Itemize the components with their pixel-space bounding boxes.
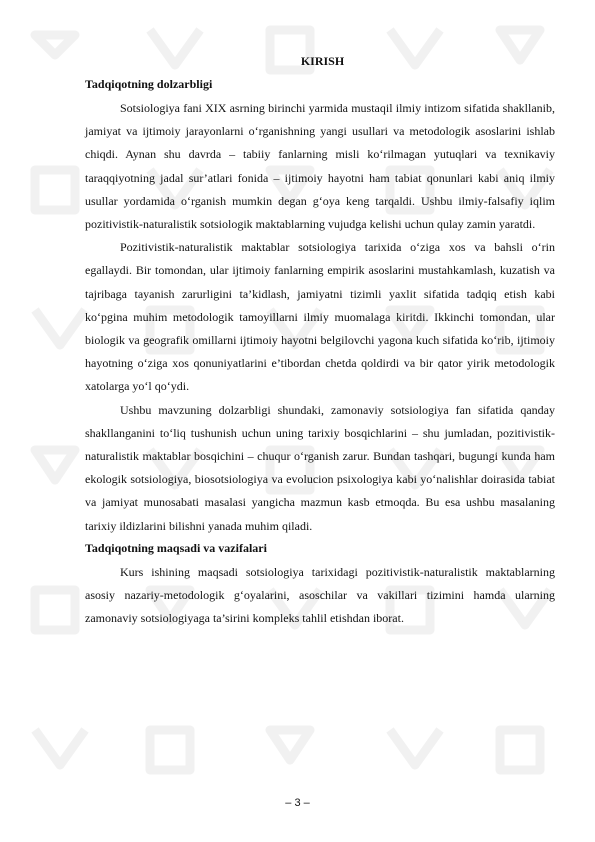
page-number: – 3 – bbox=[285, 797, 310, 809]
paragraph: Kurs ishining maqsadi sotsiologiya tarixidagi pozitivistik-naturalistik maktablarning asosiy nazariy-metodologik g‘oyalarini, asoschilar va vakillari tizimini hamda ularning zamonaviy sotsiologiyaga ta’sirini kompleks tahlil etishdan iborat. bbox=[85, 564, 555, 626]
section-heading-relevance: Tadqiqotning dolzarbligi bbox=[85, 77, 213, 91]
document-title: KIRISH bbox=[300, 54, 345, 68]
document-page bbox=[85, 54, 555, 630]
paragraph: Sotsiologiya fani XIX asrning birinchi yarmida mustaqil ilmiy intizom sifatida shakllanib, jamiyat va ijtimoiy jarayonlarni o‘rganishning yangi usullari va metodologik asoslarini ishlab chiqdi. Aynan shu davrda – tabiiy fanlarning misli ko‘rilmagan yutuqlari va texnikaviy taraqqiyotning jadal sur’atlari fonida – ijtimoiy hayotni ham tabiat qonunlari kabi aniq ilmiy usullar yordamida o‘rganish mumkin degan g‘oya keng tarqaldi. Ushbu ilmiy-falsafiy iqlim pozitivistik-naturalistik sotsiologik maktablarning vujudga kelishi uchun qulay zamin yaratdi. bbox=[85, 101, 555, 232]
paragraph: Pozitivistik-naturalistik maktablar sotsiologiya tarixida o‘ziga xos va bahsli o‘rin egallaydi. Bir tomondan, ular ijtimoiy fanlarning empirik asoslarini mustahkamlash, kuzatish va tajribaga tayanish zarurligini ta’kidlash, jamiyatni tizimli yaxlit sifatida tadqiq etish kabi ko‘pgina muhim metodologik tamoyillarni ilmiy muomalaga kiritdi. Ikkinchi tomondan, ular biologik va geografik omillarni ijtimoiy hayotni belgilovchi yagona kuch sifatida ko‘rib, ijtimoiy hayotning o‘ziga xos qonuniyatlarini e’tibordan chetda qoldirdi va bir qator yirik metodologik xatolarga yo‘l qo‘ydi. bbox=[85, 240, 555, 394]
section-heading-goals: Tadqiqotning maqsadi va vazifalari bbox=[85, 540, 267, 555]
paragraph: Ushbu mavzuning dolzarbligi shundaki, zamonaviy sotsiologiya fan sifatida qanday shakllanganini to‘liq tushunish uchun uning tarixiy bosqichlarini – shu jumladan, pozitivistik-naturalistik maktablar bosqichini – chuqur o‘rganish zarur. Bundan tashqari, bugungi kunda ham ekologik sotsiologiya, biosotsiologiya va evolucion psixologiya kabi yo‘nalishlar doirasida tabiat va jamiyat munosabati masalasi yangicha mazmun kasb etmoqda. Bu esa ushbu masalaning tarixiy ildizlarini bilishni yanada muhim qiladi. bbox=[85, 402, 555, 533]
